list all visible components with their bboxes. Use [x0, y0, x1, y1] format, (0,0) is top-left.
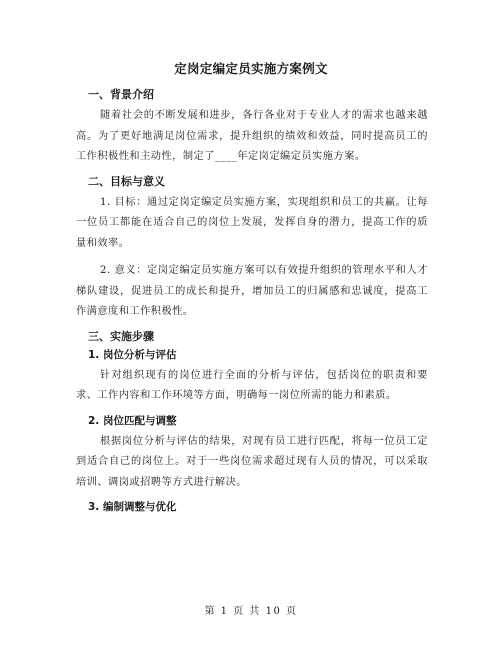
subsection-heading-optimization: 3. 编制调整与优化: [88, 501, 177, 513]
subsection-heading-matching: 2. 岗位匹配与调整: [88, 414, 177, 427]
subsection-heading-analysis: 1. 岗位分析与评估: [88, 348, 177, 361]
document-body: [76, 88, 428, 518]
paragraph-goal: 1. 目标：通过定岗定编定员实施方案，实现组织和员工的共赢。让每一位员工都能在适合自己的岗位上发展，发挥自身的潜力，提高工作的质量和效率。: [76, 196, 428, 249]
paragraph-matching: 根据岗位分析与评估的结果，对现有员工进行匹配，将每一位员工定到适合自己的岗位上。对于一些岗位需求超过现有人员的情况，可以采取培训、调岗或招聘等方式进行解决。: [76, 435, 428, 488]
paragraph-analysis: 针对组织现有的岗位进行全面的分析与评估，包括岗位的职责和要求、工作内容和工作环境等方面，明确每一岗位所需的能力和素质。: [76, 369, 428, 401]
section-heading-goals: 二、目标与意义: [88, 174, 165, 188]
document-title: 定岗定编定员实施方案例文: [174, 61, 328, 76]
paragraph-significance: 2. 意义：定岗定编定员实施方案可以有效提升组织的管理水平和人才梯队建设，促进员工的成长和提升，增加员工的归属感和忠诚度，提高工作满意度和工作积极性。: [76, 265, 428, 317]
paragraph-background: 随着社会的不断发展和进步，各行各业对于专业人才的需求也越来越高。为了更好地满足岗位需求，提升组织的绩效和效益，同时提高员工的工作积极性和主动性，制定了____年定岗定编定员实施方案。: [76, 110, 428, 162]
section-heading-background: 一、背景介绍: [88, 88, 154, 101]
page-number: 第 1 页 共 10 页: [204, 606, 298, 617]
section-heading-steps: 三、实施步骤: [88, 329, 154, 343]
